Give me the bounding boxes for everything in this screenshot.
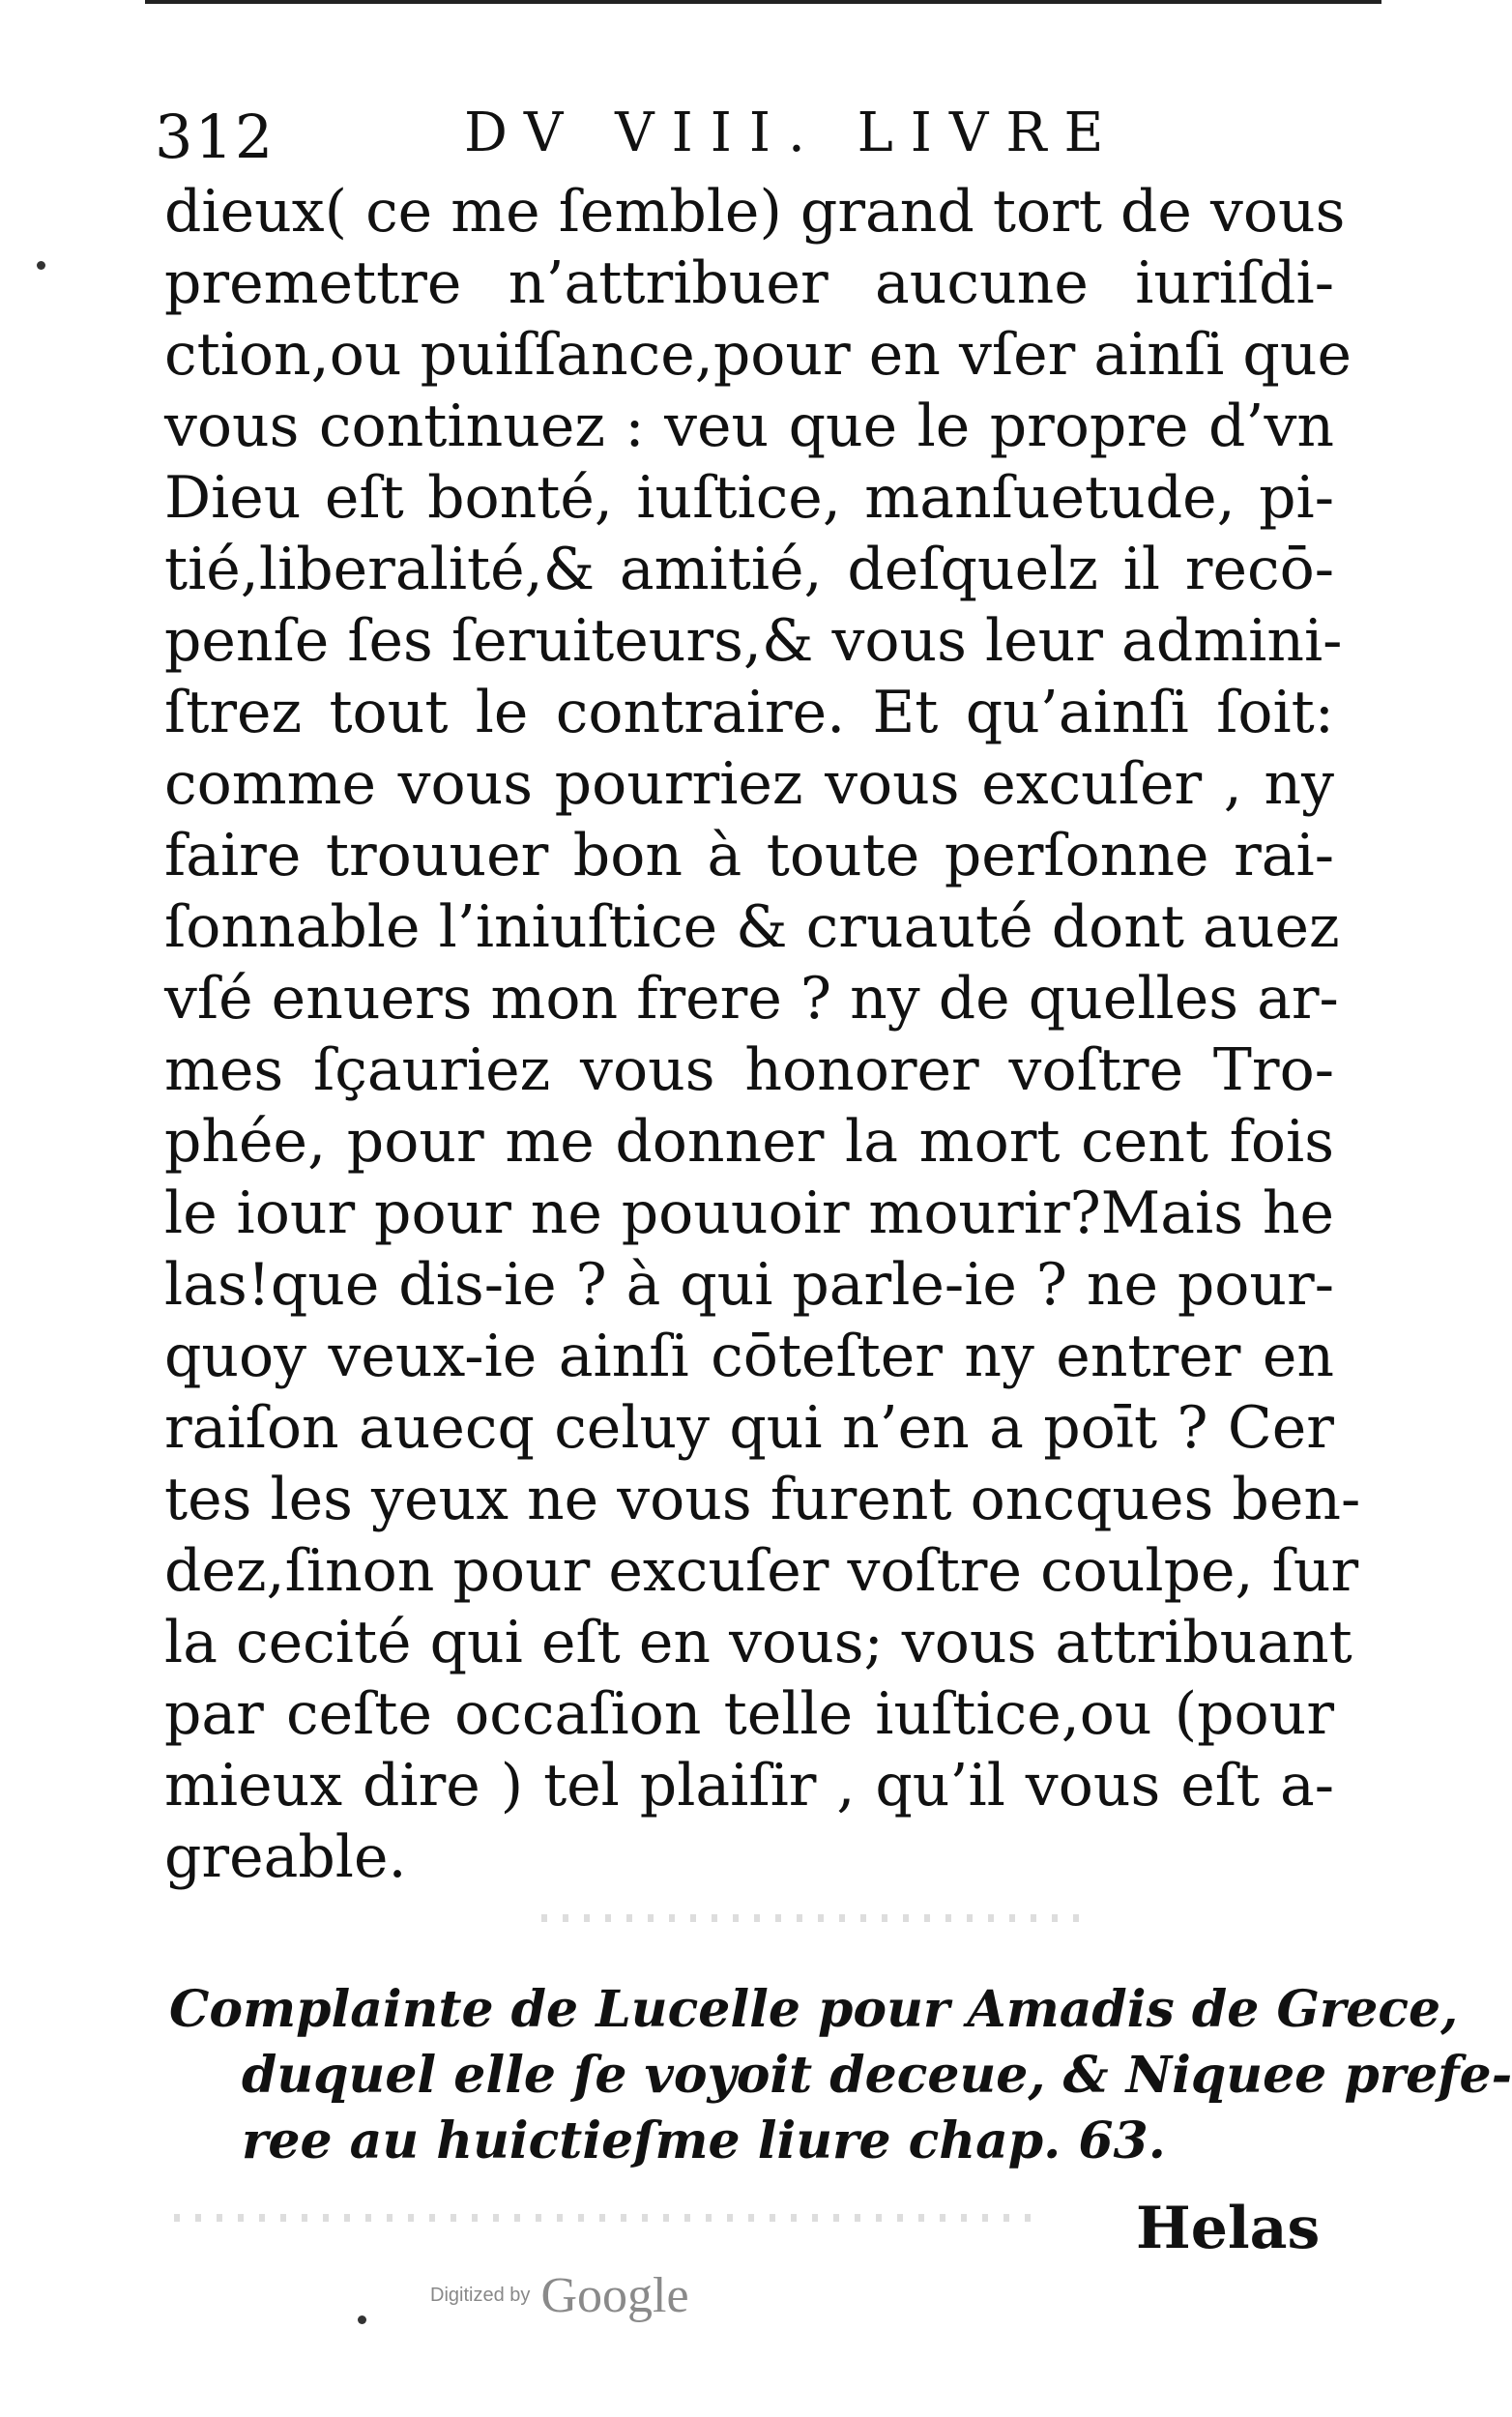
text-line: quoy veux-ie ainſi cōteſter ny entrer en xyxy=(164,1323,1334,1390)
running-head: DV VIII. LIVRE xyxy=(464,102,1121,164)
heading-line: ree au huictieſme liure chap. 63. xyxy=(242,2111,1166,2170)
text-line: par ceſte occaſion telle iuſtice,ou (pour xyxy=(164,1680,1334,1748)
text-line: premettre n’attribuer aucune iuriſdi- xyxy=(164,249,1334,317)
text-line: greable. xyxy=(164,1823,407,1891)
catchword: Helas xyxy=(1136,2195,1321,2262)
text-line: vſé enuers mon frere ? ny de quelles ar- xyxy=(164,965,1339,1033)
text-line: tié,liberalité,& amitié, deſquelz il recō- xyxy=(164,536,1334,603)
heading-line: duquel elle ſe voyoit deceue, & Niquee prefe- xyxy=(242,2046,1512,2105)
text-line: las!que dis-ie ? à qui parle-ie ? ne pour- xyxy=(164,1251,1334,1319)
text-line: ſonnable l’iniuſtice & cruauté dont auez xyxy=(164,893,1340,961)
text-line: Dieu eſt bonté, iuſtice, manſuetude, pi- xyxy=(164,464,1334,532)
text-line: dieux( ce me ſemble) grand tort de vous xyxy=(164,178,1346,246)
text-line: faire trouuer bon à toute perſonne rai- xyxy=(164,822,1334,889)
text-line: vous continuez : veu que le propre d’vn xyxy=(164,393,1334,460)
text-line: ſtrez tout le contraire. Et qu’ainſi ſoit: xyxy=(164,679,1334,746)
watermark-brand: Google xyxy=(540,2268,689,2323)
bleed-through-marks xyxy=(174,2214,1044,2222)
text-line: mes ſçauriez vous honorer voſtre Tro- xyxy=(164,1036,1334,1104)
text-line: la cecité qui eſt en vous; vous attribuant xyxy=(164,1609,1352,1676)
text-line: ction,ou puiſſance,pour en vſer ainſi que xyxy=(164,321,1352,389)
text-line: comme vous pourriez vous excuſer , ny xyxy=(164,750,1334,818)
ink-speck xyxy=(358,2315,366,2324)
heading-line: Complainte de Lucelle pour Amadis de Grece, xyxy=(169,1980,1459,2039)
section-heading xyxy=(169,1977,1512,2174)
bleed-through-marks xyxy=(541,1914,1083,1922)
page-number: 312 xyxy=(155,102,276,172)
body-text xyxy=(164,176,1361,1893)
page-header xyxy=(155,92,1121,179)
digitization-watermark xyxy=(430,2267,689,2335)
text-line: penſe ſes ſeruiteurs,& vous leur admini- xyxy=(164,607,1343,675)
top-border-rule xyxy=(145,0,1381,4)
text-line: dez,ſinon pour excuſer voſtre coulpe, ſur xyxy=(164,1537,1359,1605)
text-line: mieux dire ) tel plaiſir , qu’il vous eſt a- xyxy=(164,1752,1334,1820)
watermark-prefix: Digitized by xyxy=(430,2285,531,2306)
text-line: le iour pour ne pouuoir mourir?Mais he xyxy=(164,1179,1334,1247)
text-line: phée, pour me donner la mort cent fois xyxy=(164,1108,1334,1176)
text-line: raiſon auecq celuy qui n’en a poīt ? Cer xyxy=(164,1394,1334,1462)
ink-speck xyxy=(37,261,45,270)
text-line: tes les yeux ne vous furent oncques ben- xyxy=(164,1466,1361,1533)
